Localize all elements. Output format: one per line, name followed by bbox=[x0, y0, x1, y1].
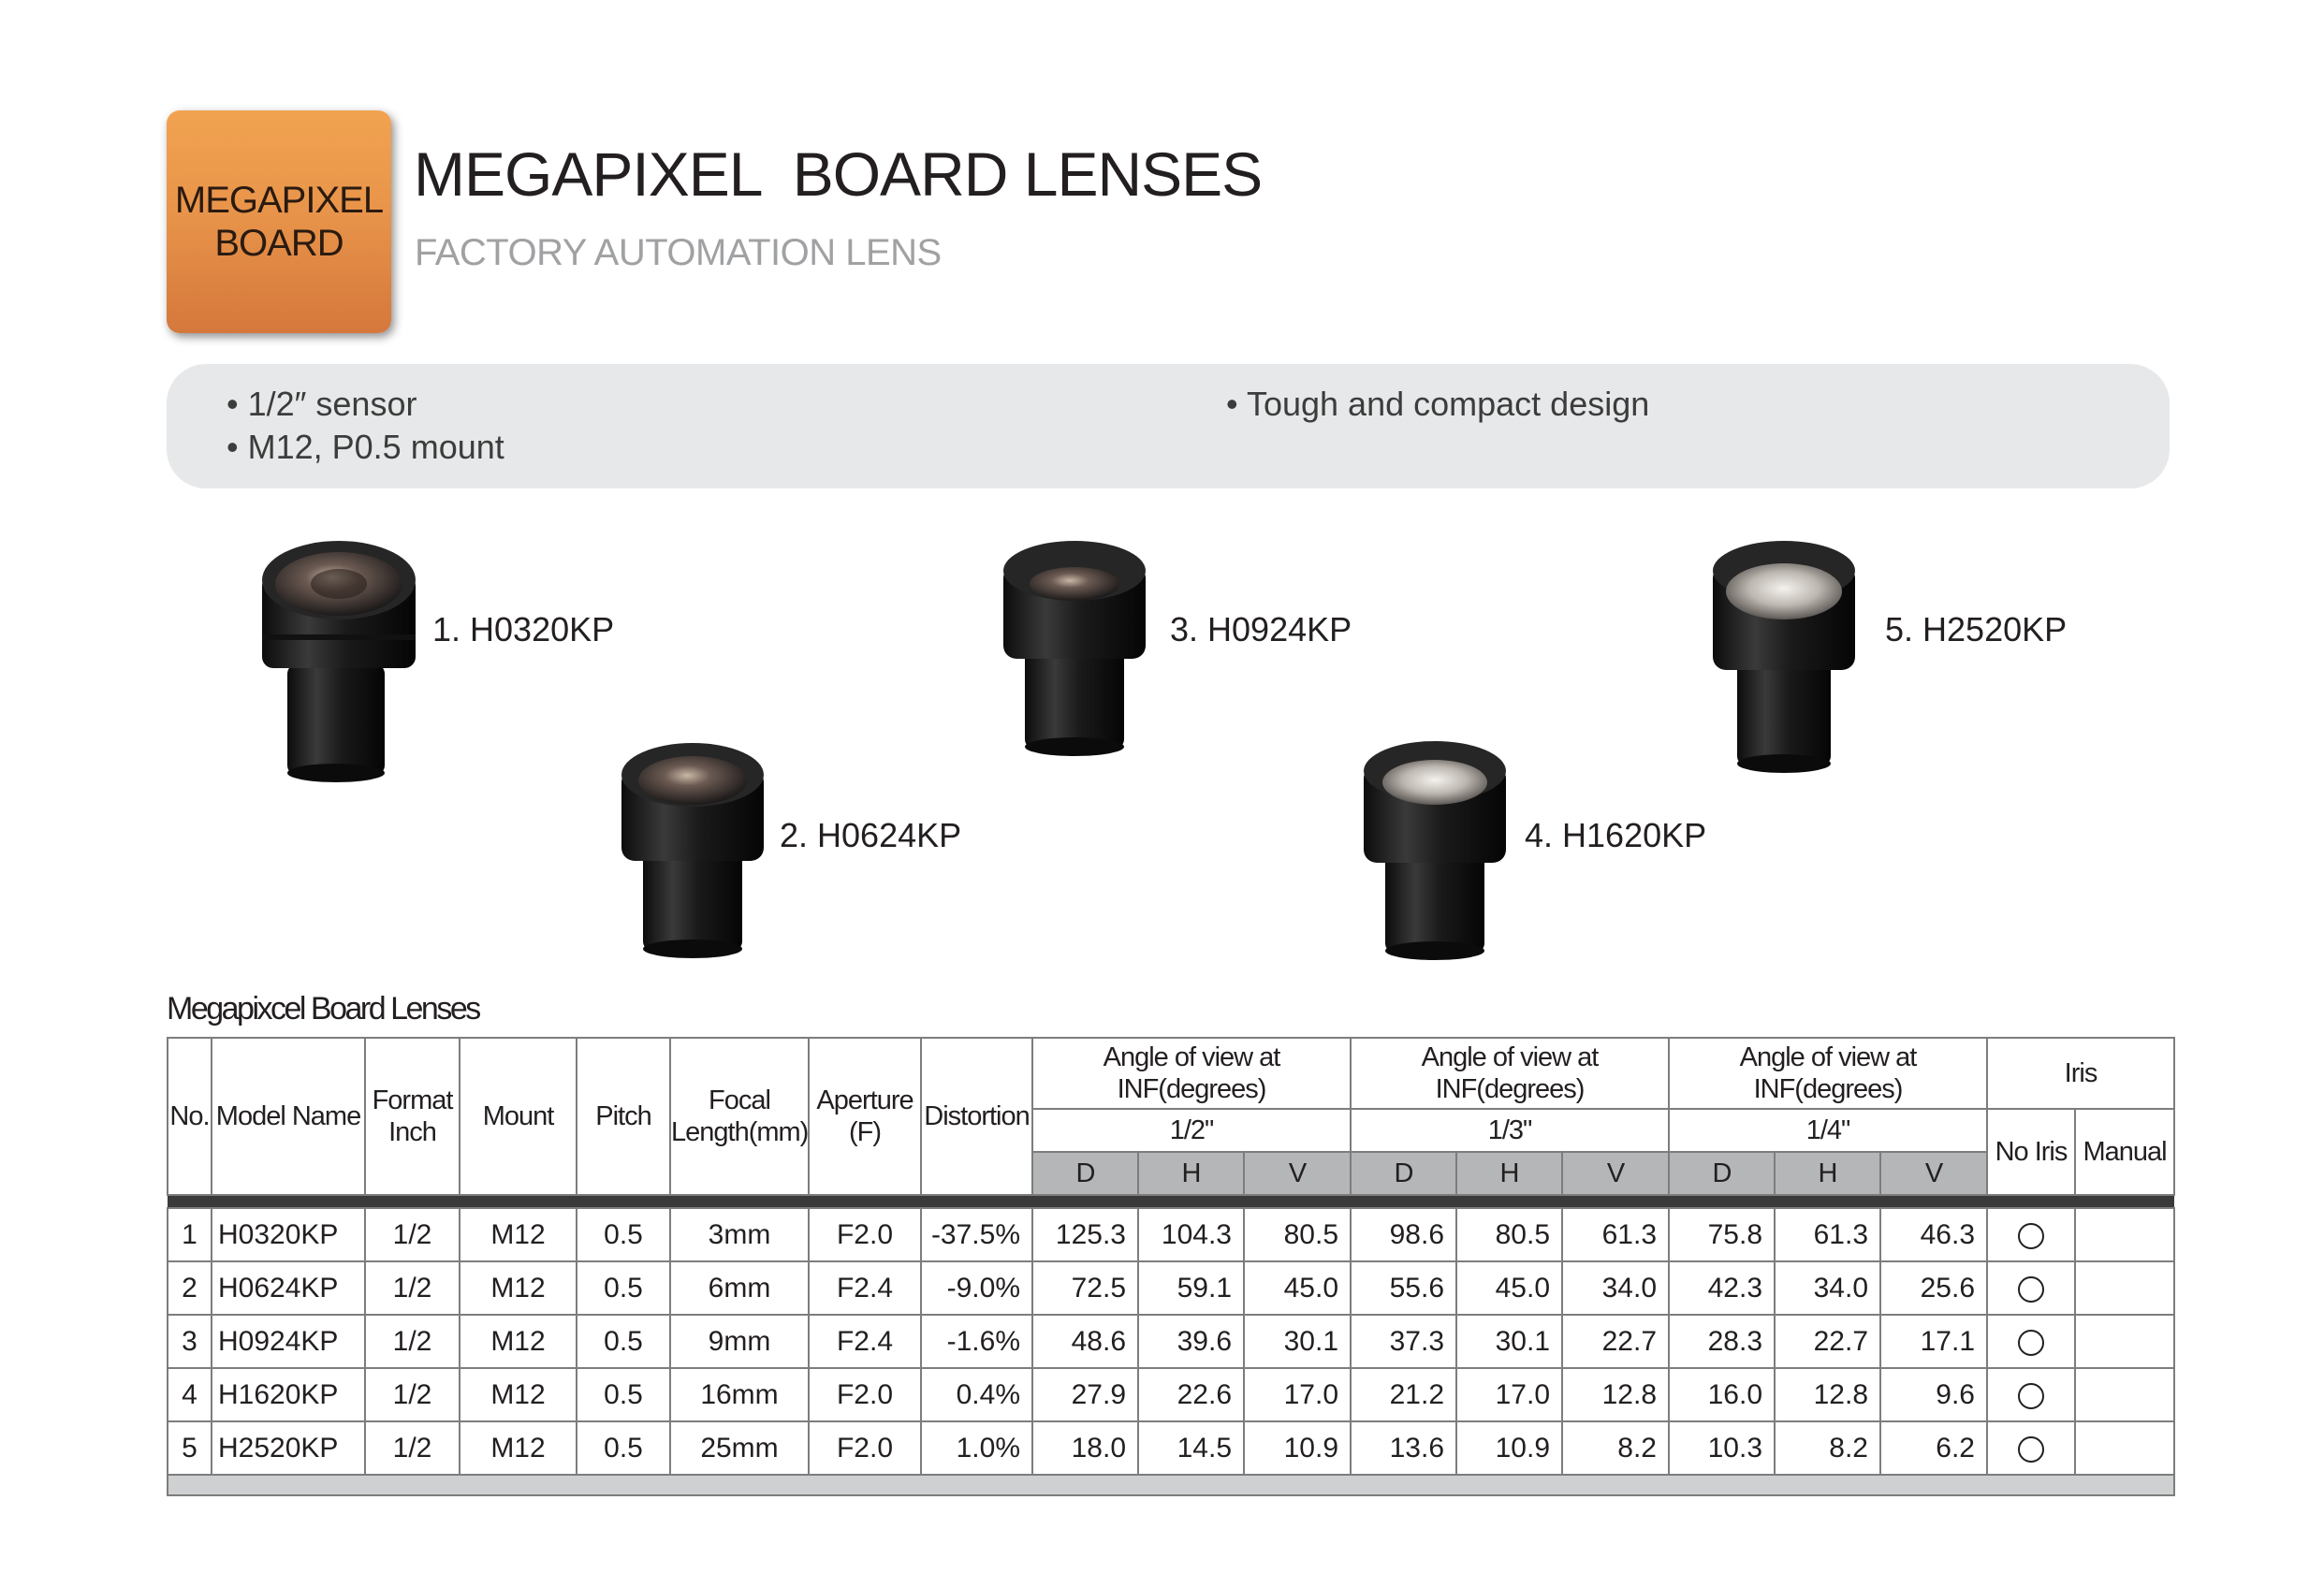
row-half-d: 72.5 bbox=[1032, 1261, 1138, 1315]
feature-bar bbox=[167, 364, 2170, 488]
row-quarter-v: 6.2 bbox=[1880, 1421, 1987, 1475]
row-mount: M12 bbox=[460, 1315, 577, 1368]
page-subtitle: FACTORY AUTOMATION LENS bbox=[415, 232, 942, 273]
header-aperture: Aperture (F) bbox=[809, 1038, 921, 1195]
row-third-h: 30.1 bbox=[1456, 1315, 1562, 1368]
row-third-v: 12.8 bbox=[1562, 1368, 1669, 1421]
header-v: V bbox=[1562, 1152, 1669, 1195]
row-quarter-h: 12.8 bbox=[1775, 1368, 1880, 1421]
header-divider bbox=[168, 1195, 2174, 1208]
row-half-h: 104.3 bbox=[1138, 1208, 1244, 1261]
row-half-h: 22.6 bbox=[1138, 1368, 1244, 1421]
row-half-v: 10.9 bbox=[1244, 1421, 1351, 1475]
row-distortion: -37.5% bbox=[921, 1208, 1032, 1261]
header-model: Model Name bbox=[212, 1038, 365, 1195]
feature-sensor: • 1/2″ sensor bbox=[227, 385, 417, 423]
row-third-d: 98.6 bbox=[1351, 1208, 1456, 1261]
lens-icon bbox=[258, 537, 419, 782]
row-no-iris bbox=[1987, 1315, 2075, 1368]
row-aperture: F2.4 bbox=[809, 1261, 921, 1315]
header-no-iris: No Iris bbox=[1987, 1109, 2075, 1195]
row-aperture: F2.0 bbox=[809, 1421, 921, 1475]
row-pitch: 0.5 bbox=[577, 1368, 670, 1421]
row-third-h: 17.0 bbox=[1456, 1368, 1562, 1421]
row-third-d: 55.6 bbox=[1351, 1261, 1456, 1315]
row-focal: 3mm bbox=[670, 1208, 809, 1261]
row-quarter-d: 42.3 bbox=[1669, 1261, 1775, 1315]
row-pitch: 0.5 bbox=[577, 1208, 670, 1261]
row-manual bbox=[2075, 1315, 2174, 1368]
lens-label-2: 2. H0624KP bbox=[780, 816, 962, 854]
row-quarter-v: 17.1 bbox=[1880, 1315, 1987, 1368]
row-no-iris bbox=[1987, 1368, 2075, 1421]
row-third-d: 37.3 bbox=[1351, 1315, 1456, 1368]
row-half-d: 27.9 bbox=[1032, 1368, 1138, 1421]
lens-icon bbox=[618, 741, 767, 958]
row-quarter-h: 8.2 bbox=[1775, 1421, 1880, 1475]
row-mount: M12 bbox=[460, 1421, 577, 1475]
page-title: MEGAPIXEL BOARD LENSES bbox=[414, 139, 1263, 209]
row-pitch: 0.5 bbox=[577, 1421, 670, 1475]
badge-line2: BOARD bbox=[214, 223, 343, 264]
megapixel-board-badge bbox=[167, 110, 391, 333]
row-half-v: 30.1 bbox=[1244, 1315, 1351, 1368]
row-pitch: 0.5 bbox=[577, 1261, 670, 1315]
row-distortion: -1.6% bbox=[921, 1315, 1032, 1368]
row-quarter-d: 28.3 bbox=[1669, 1315, 1775, 1368]
row-third-d: 13.6 bbox=[1351, 1421, 1456, 1475]
row-third-v: 8.2 bbox=[1562, 1421, 1669, 1475]
header-format: Format Inch bbox=[365, 1038, 460, 1195]
header-format-third: 1/3" bbox=[1351, 1109, 1669, 1152]
header-format-half: 1/2" bbox=[1032, 1109, 1351, 1152]
row-third-v: 22.7 bbox=[1562, 1315, 1669, 1368]
feature-mount: • M12, P0.5 mount bbox=[227, 428, 504, 466]
row-distortion: 0.4% bbox=[921, 1368, 1032, 1421]
header-h: H bbox=[1138, 1152, 1244, 1195]
header-d: D bbox=[1669, 1152, 1775, 1195]
header-d: D bbox=[1032, 1152, 1138, 1195]
row-quarter-d: 10.3 bbox=[1669, 1421, 1775, 1475]
row-focal: 9mm bbox=[670, 1315, 809, 1368]
header-angle-third: Angle of view at INF(degrees) bbox=[1351, 1038, 1669, 1109]
header-d: D bbox=[1351, 1152, 1456, 1195]
table-row bbox=[168, 1261, 2174, 1315]
row-focal: 25mm bbox=[670, 1421, 809, 1475]
row-model: H0924KP bbox=[212, 1315, 365, 1368]
row-third-d: 21.2 bbox=[1351, 1368, 1456, 1421]
header-v: V bbox=[1244, 1152, 1351, 1195]
row-third-h: 10.9 bbox=[1456, 1421, 1562, 1475]
row-no: 5 bbox=[168, 1421, 212, 1475]
row-quarter-d: 75.8 bbox=[1669, 1208, 1775, 1261]
row-focal: 16mm bbox=[670, 1368, 809, 1421]
row-no-iris bbox=[1987, 1261, 2075, 1315]
lens-label-4: 4. H1620KP bbox=[1525, 816, 1707, 854]
row-no: 2 bbox=[168, 1261, 212, 1315]
row-quarter-h: 61.3 bbox=[1775, 1208, 1880, 1261]
lens-label-3: 3. H0924KP bbox=[1170, 610, 1352, 648]
row-third-v: 61.3 bbox=[1562, 1208, 1669, 1261]
row-format: 1/2 bbox=[365, 1261, 460, 1315]
row-distortion: 1.0% bbox=[921, 1421, 1032, 1475]
row-quarter-h: 34.0 bbox=[1775, 1261, 1880, 1315]
table-row bbox=[168, 1208, 2174, 1261]
row-half-h: 59.1 bbox=[1138, 1261, 1244, 1315]
row-quarter-v: 46.3 bbox=[1880, 1208, 1987, 1261]
lens-label-1: 1. H0320KP bbox=[432, 610, 615, 648]
header-angle-quarter: Angle of view at INF(degrees) bbox=[1669, 1038, 1987, 1109]
row-no: 3 bbox=[168, 1315, 212, 1368]
row-third-v: 34.0 bbox=[1562, 1261, 1669, 1315]
table-footer-bar bbox=[168, 1475, 2174, 1495]
header-h: H bbox=[1456, 1152, 1562, 1195]
lens-icon bbox=[1360, 737, 1510, 960]
row-manual bbox=[2075, 1421, 2174, 1475]
row-pitch: 0.5 bbox=[577, 1315, 670, 1368]
row-manual bbox=[2075, 1261, 2174, 1315]
row-quarter-v: 9.6 bbox=[1880, 1368, 1987, 1421]
row-distortion: -9.0% bbox=[921, 1261, 1032, 1315]
row-model: H0624KP bbox=[212, 1261, 365, 1315]
row-no-iris bbox=[1987, 1208, 2075, 1261]
row-half-d: 48.6 bbox=[1032, 1315, 1138, 1368]
header-h: H bbox=[1775, 1152, 1880, 1195]
header-v: V bbox=[1880, 1152, 1987, 1195]
row-half-h: 14.5 bbox=[1138, 1421, 1244, 1475]
header-no: No. bbox=[168, 1038, 212, 1195]
row-model: H2520KP bbox=[212, 1421, 365, 1475]
row-model: H1620KP bbox=[212, 1368, 365, 1421]
row-format: 1/2 bbox=[365, 1421, 460, 1475]
row-third-h: 80.5 bbox=[1456, 1208, 1562, 1261]
row-manual bbox=[2075, 1368, 2174, 1421]
row-third-h: 45.0 bbox=[1456, 1261, 1562, 1315]
row-no: 1 bbox=[168, 1208, 212, 1261]
circle-mark-icon bbox=[2018, 1223, 2044, 1249]
row-format: 1/2 bbox=[365, 1368, 460, 1421]
row-aperture: F2.0 bbox=[809, 1208, 921, 1261]
row-half-d: 18.0 bbox=[1032, 1421, 1138, 1475]
badge-line1: MEGAPIXEL bbox=[174, 180, 384, 221]
row-quarter-d: 16.0 bbox=[1669, 1368, 1775, 1421]
row-half-v: 80.5 bbox=[1244, 1208, 1351, 1261]
row-model: H0320KP bbox=[212, 1208, 365, 1261]
table-title: Megapixcel Board Lenses bbox=[167, 991, 479, 1027]
row-quarter-h: 22.7 bbox=[1775, 1315, 1880, 1368]
circle-mark-icon bbox=[2018, 1330, 2044, 1356]
header-manual: Manual bbox=[2075, 1109, 2174, 1195]
table-row bbox=[168, 1368, 2174, 1421]
spec-table bbox=[167, 1037, 2175, 1496]
row-aperture: F2.4 bbox=[809, 1315, 921, 1368]
row-format: 1/2 bbox=[365, 1315, 460, 1368]
table-row bbox=[168, 1421, 2174, 1475]
row-manual bbox=[2075, 1208, 2174, 1261]
circle-mark-icon bbox=[2018, 1383, 2044, 1409]
circle-mark-icon bbox=[2018, 1436, 2044, 1463]
header-angle-half: Angle of view at INF(degrees) bbox=[1032, 1038, 1351, 1109]
lens-icon bbox=[1709, 537, 1859, 773]
lens-label-5: 5. H2520KP bbox=[1885, 610, 2068, 648]
row-half-h: 39.6 bbox=[1138, 1315, 1244, 1368]
lens-icon bbox=[1000, 537, 1149, 756]
row-no-iris bbox=[1987, 1421, 2075, 1475]
header-focal: Focal Length(mm) bbox=[670, 1038, 809, 1195]
header-distortion: Distortion bbox=[921, 1038, 1032, 1195]
row-aperture: F2.0 bbox=[809, 1368, 921, 1421]
row-format: 1/2 bbox=[365, 1208, 460, 1261]
header-mount: Mount bbox=[460, 1038, 577, 1195]
header-pitch: Pitch bbox=[577, 1038, 670, 1195]
circle-mark-icon bbox=[2018, 1276, 2044, 1303]
row-half-d: 125.3 bbox=[1032, 1208, 1138, 1261]
row-mount: M12 bbox=[460, 1368, 577, 1421]
row-half-v: 17.0 bbox=[1244, 1368, 1351, 1421]
row-half-v: 45.0 bbox=[1244, 1261, 1351, 1315]
feature-design: • Tough and compact design bbox=[1226, 385, 1650, 423]
row-mount: M12 bbox=[460, 1208, 577, 1261]
row-quarter-v: 25.6 bbox=[1880, 1261, 1987, 1315]
row-no: 4 bbox=[168, 1368, 212, 1421]
table-row bbox=[168, 1315, 2174, 1368]
row-focal: 6mm bbox=[670, 1261, 809, 1315]
row-mount: M12 bbox=[460, 1261, 577, 1315]
header-format-quarter: 1/4" bbox=[1669, 1109, 1987, 1152]
header-iris: Iris bbox=[1987, 1038, 2174, 1109]
